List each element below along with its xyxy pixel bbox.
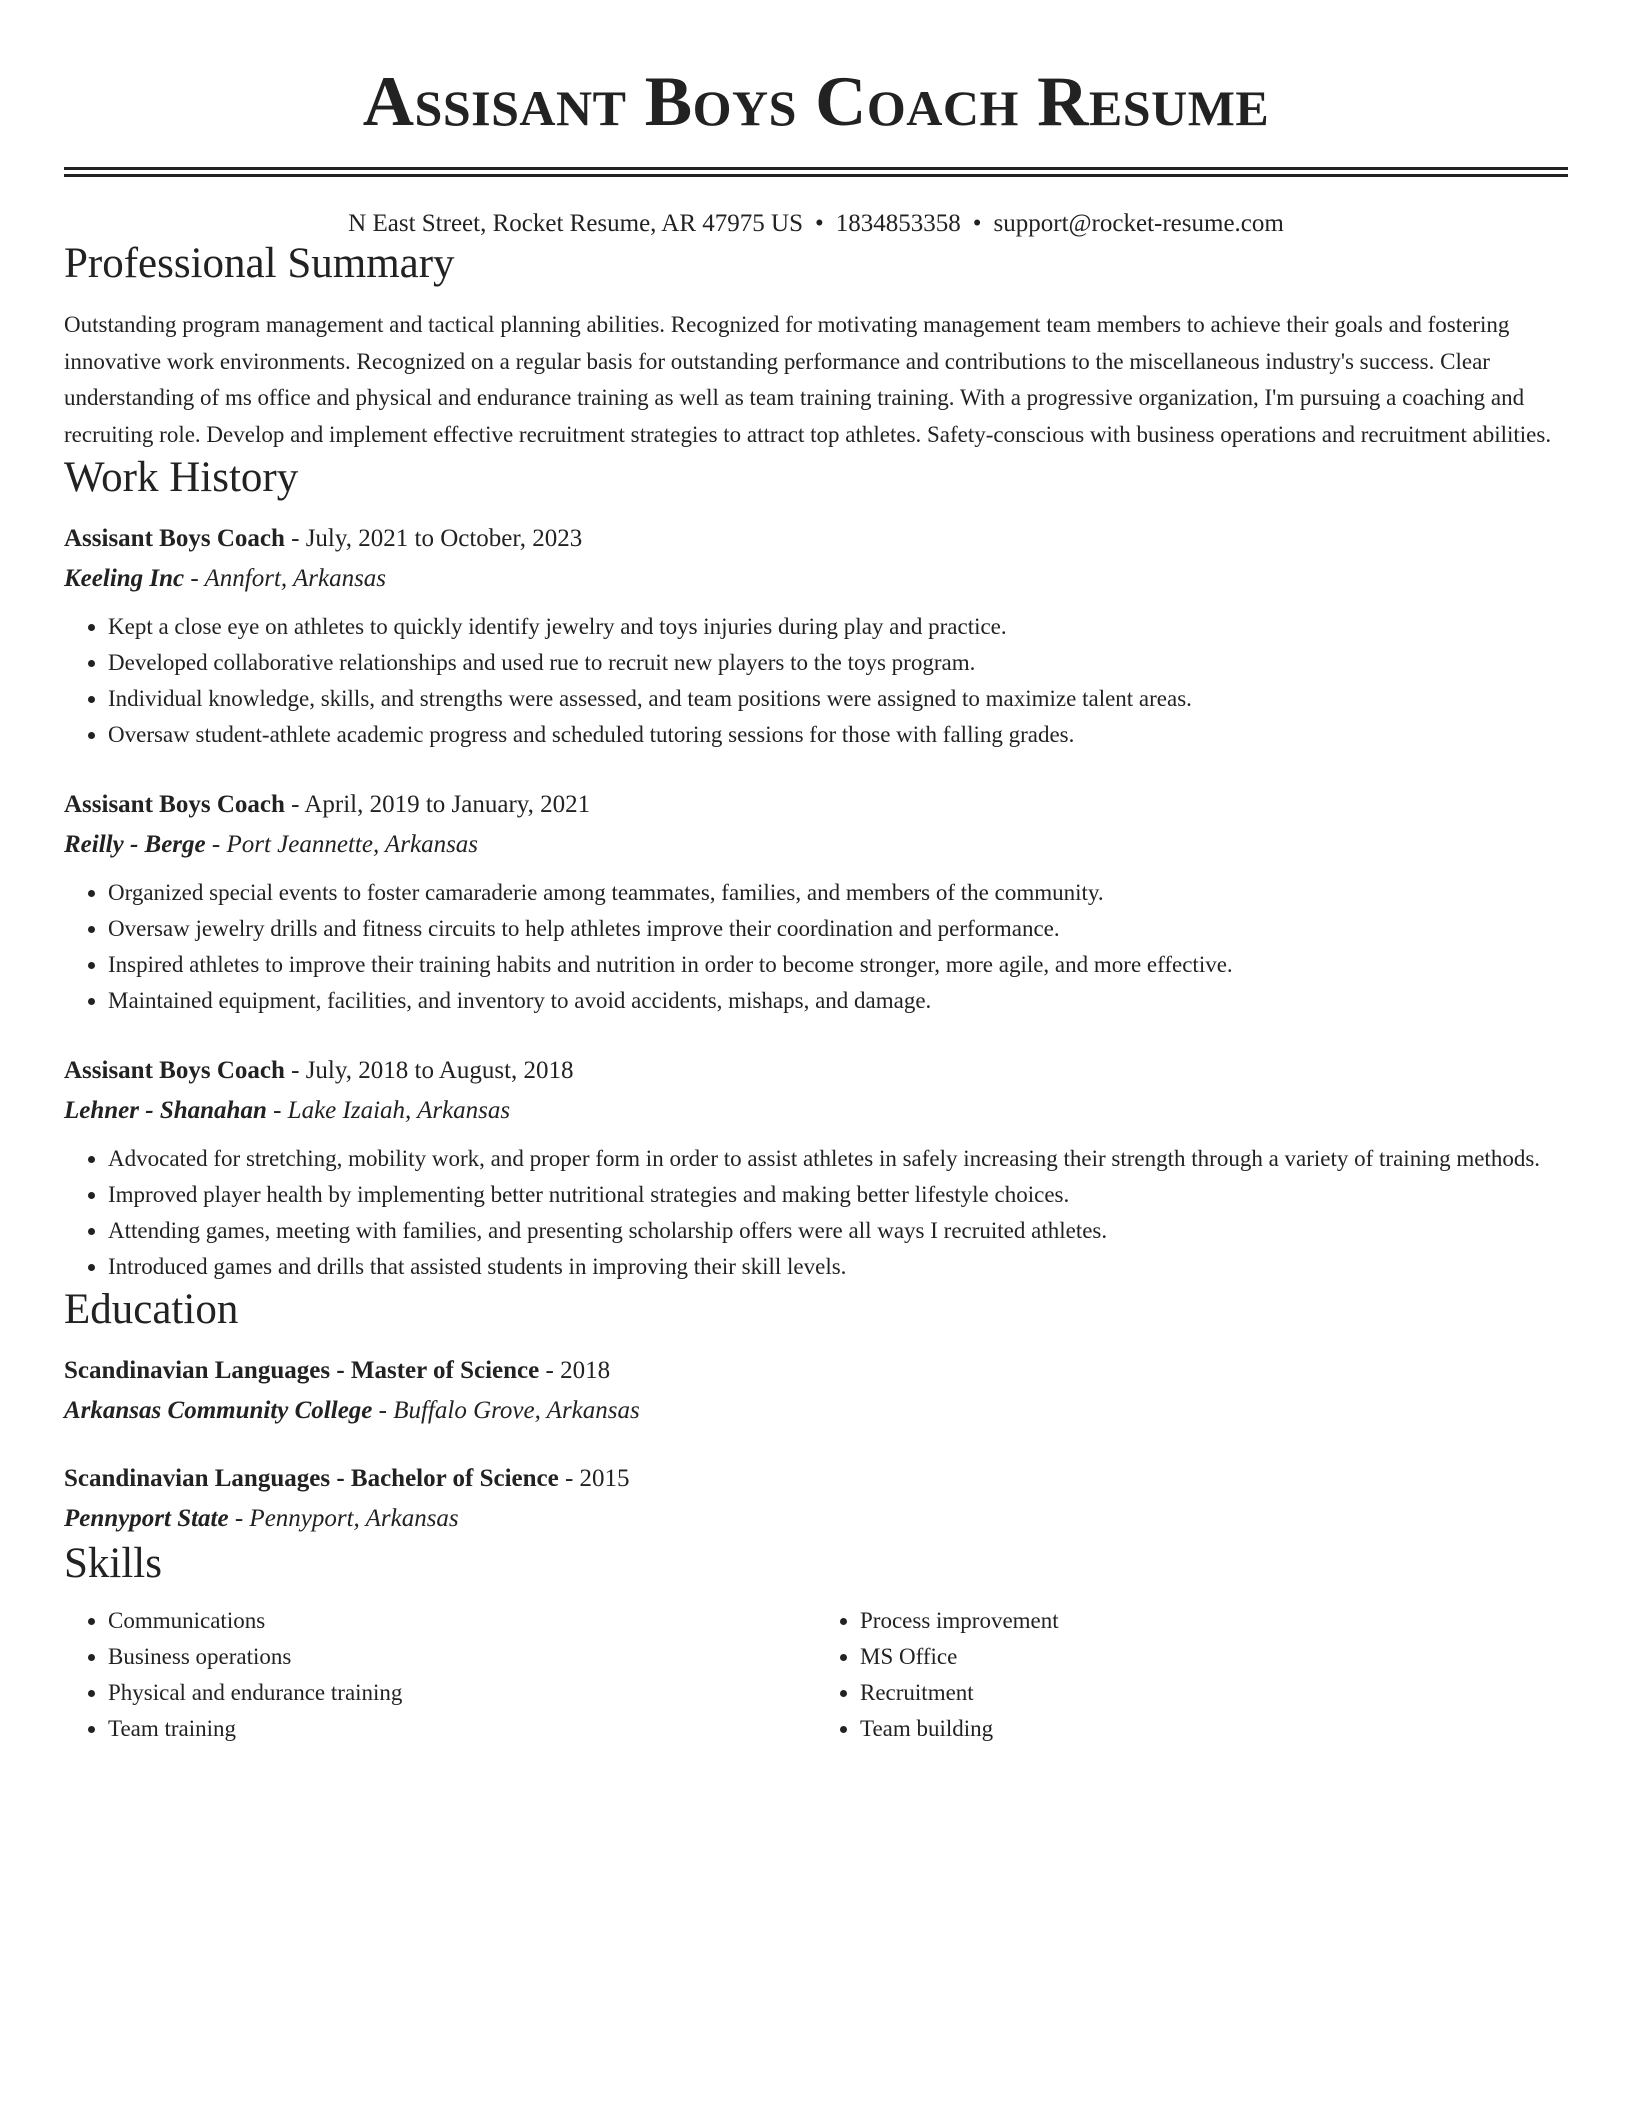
degree: Scandinavian Languages - Bachelor of Science [64,1465,559,1492]
graduation-year: - 2018 [539,1357,611,1384]
education-header [64,1459,1568,1499]
job-duty: • Advocated for stretching, mobility work, and proper form in order to assist athletes in safely increasing their strength through a variety of training methods. [108,1141,1568,1177]
job-entry [64,1051,1568,1285]
skills-columns [64,1603,1568,1747]
contact-email: support@rocket-resume.com [993,210,1284,237]
job-employer [64,559,1568,599]
job-duty: • Individual knowledge, skills, and strengths were assessed, and team positions were assigned to maximize talent areas. [108,681,1568,717]
graduation-year: - 2015 [558,1465,630,1492]
job-duty: • Organized special events to foster camaraderie among teammates, families, and members of the community. [108,875,1568,911]
school-location: - Pennyport, Arkansas [228,1505,459,1532]
skill-item: • Team building [860,1711,1568,1747]
education-school [64,1499,1568,1539]
job-entry [64,785,1568,1019]
employer-location: - Lake Izaiah, Arkansas [266,1097,511,1124]
work-history-heading: Work History [64,454,299,501]
job-duties [64,875,1568,1019]
employer-name: Reilly - Berge [64,831,206,858]
job-dates: - April, 2019 to January, 2021 [284,791,591,818]
contact-separator: • [815,210,824,237]
employer-location: - Port Jeannette, Arkansas [205,831,479,858]
job-header [64,519,1568,559]
skill-item: • Recruitment [860,1675,1568,1711]
education-school [64,1391,1568,1431]
summary-text: Outstanding program management and tactical planning abilities. Recognized for motivating management team members to achieve their goals and fostering innovative work environments. Recognized on a regular basis for outstanding performance and contributions to the miscellaneous industry's success. Clear understanding of ms office and physical and endurance training as well as team training training. With a progressive organization, I'm pursuing a coaching and recruiting role. Develop and implement effective recruitment strategies to attract top athletes. Safety-conscious with business operations and recruitment abilities. [64,312,1552,447]
skill-item: • Communications [108,1603,816,1639]
job-duty: • Oversaw student-athlete academic progress and scheduled tutoring sessions for those with falling grades. [108,717,1568,753]
job-header [64,1051,1568,1091]
education-header [64,1351,1568,1391]
education-entry [64,1459,1568,1539]
job-role: Assisant Boys Coach [64,1057,285,1084]
job-duties [64,1141,1568,1285]
school-name: Arkansas Community College [64,1397,373,1424]
summary-heading: Professional Summary [64,240,455,287]
employer-name: Keeling Inc [64,565,185,592]
job-dates: - July, 2021 to October, 2023 [284,525,583,552]
skills-list-left [64,1603,816,1747]
job-duty: • Maintained equipment, facilities, and inventory to avoid accidents, mishaps, and damage. [108,983,1568,1019]
job-duty: • Attending games, meeting with families, and presenting scholarship offers were all ways I recruited athletes. [108,1213,1568,1249]
job-duty: • Improved player health by implementing better nutritional strategies and making better lifestyle choices. [108,1177,1568,1213]
skills-list-right [816,1603,1568,1747]
title-double-rule [64,167,1568,177]
degree: Scandinavian Languages - Master of Science [64,1357,540,1384]
job-employer [64,1091,1568,1131]
contact-phone: 1834853358 [835,210,961,237]
skill-item: • Physical and endurance training [108,1675,816,1711]
skill-item: • Business operations [108,1639,816,1675]
school-name: Pennyport State [64,1505,229,1532]
job-duty: • Introduced games and drills that assisted students in improving their skill levels. [108,1249,1568,1285]
skill-item: • Team training [108,1711,816,1747]
skill-item: • MS Office [860,1639,1568,1675]
job-duty: • Oversaw jewelry drills and fitness circuits to help athletes improve their coordination and performance. [108,911,1568,947]
job-duty: • Inspired athletes to improve their training habits and nutrition in order to become stronger, more agile, and more effective. [108,947,1568,983]
job-duty: • Developed collaborative relationships and used rue to recruit new players to the toys program. [108,645,1568,681]
job-header [64,785,1568,825]
employer-name: Lehner - Shanahan [64,1097,267,1124]
education-heading: Education [64,1286,239,1333]
school-location: - Buffalo Grove, Arkansas [372,1397,640,1424]
skills-heading: Skills [64,1540,162,1587]
job-dates: - July, 2018 to August, 2018 [284,1057,574,1084]
job-role: Assisant Boys Coach [64,525,285,552]
employer-location: - Annfort, Arkansas [184,565,387,592]
contact-separator: • [972,210,982,237]
job-role: Assisant Boys Coach [64,791,285,818]
contact-line [64,209,1568,239]
job-duties [64,609,1568,753]
job-employer [64,825,1568,865]
resume-title: Assisant Boys Coach Resume [362,63,1270,141]
job-entry [64,519,1568,753]
job-duty: • Kept a close eye on athletes to quickly identify jewelry and toys injuries during play and practice. [108,609,1568,645]
skill-item: • Process improvement [860,1603,1568,1639]
education-entry [64,1351,1568,1431]
contact-address: N East Street, Rocket Resume, AR 47975 US [348,210,803,237]
